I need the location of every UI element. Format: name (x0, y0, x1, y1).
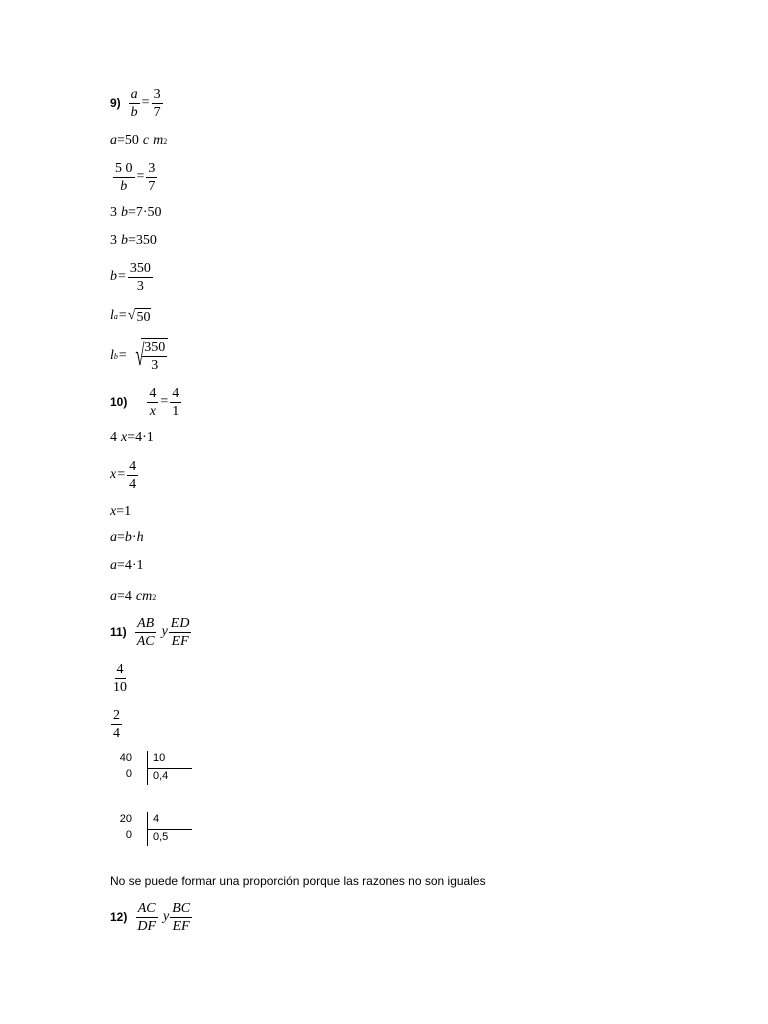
fraction-3-over-7-b: $\frac{3}{7}$ (148, 160, 156, 194)
problem-11-heading: 11) $\frac{AB}{AC}$ y $\frac{ED}{EF}$ (110, 615, 190, 649)
fraction-4-over-x: $\frac{4}{x}$ (149, 385, 157, 419)
fraction-ab-over-ac: $\frac{AB}{AC}$ (136, 615, 155, 649)
long-division-20-by-4: 20 0 4 0,5 (102, 812, 202, 848)
equation-50-over-b: $\frac{5 0}{b}$ = $\frac{3}{7}$ (115, 160, 156, 194)
problem-9-heading: 9) $\frac{a}{b}$ = $\frac{3}{7}$ (110, 86, 161, 120)
long-division-40-by-10: 40 0 10 0,4 (102, 751, 202, 787)
fraction-2-over-4: $\frac{2}{4}$ (113, 707, 120, 741)
equation-a-equals-bh: a = b · h (110, 530, 144, 545)
fraction-4-over-4: $\frac{4}{4}$ (129, 458, 137, 492)
equation-3b-equals-350: 3 b =350 (110, 233, 157, 248)
equation-a-equals-50cm2: a =50 c m 2 (110, 133, 168, 148)
equation-b-equals-350-over-3: b = $\frac{350}{3}$ (110, 260, 151, 294)
problem-10-heading: 10) $\frac{4}{x}$ = $\frac{4}{1}$ (110, 385, 180, 419)
equation-la-sqrt-50: l a = √ 50 (110, 308, 151, 325)
fraction-4-over-10-line (110, 661, 130, 695)
fraction-4-over-1: $\frac{4}{1}$ (172, 385, 180, 419)
problem-11-number: 11) (110, 625, 127, 639)
fraction-ac-over-df: $\frac{AC}{DF}$ (137, 900, 157, 934)
fraction-4-over-10: $\frac{4}{10}$ (113, 661, 127, 695)
problem-12-number: 12) (110, 910, 128, 924)
problem-9-number: 9) (110, 96, 121, 110)
fraction-350-over-3: $\frac{350}{3}$ (129, 260, 151, 294)
fraction-350-over-3-root: $\frac{350}{3}$ (144, 340, 166, 373)
equation-lb-sqrt-350-over-3: l b = √ $\frac{350}{3}$ (110, 347, 168, 365)
fraction-2-over-4-line (110, 707, 123, 741)
square-root-50: √ 50 (127, 308, 151, 325)
equation-a-equals-4x1: a =4·1 (110, 558, 144, 573)
square-root-350-over-3: √ $\frac{350}{3}$ (128, 338, 168, 374)
problem-10-number: 10) (110, 395, 128, 409)
equation-4x-equals-4x1: 4 x =4·1 (110, 430, 154, 445)
conclusion-text: No se puede formar una proporción porque las razones no son iguales (110, 874, 486, 888)
fraction-a-over-b: $\frac{a}{b}$ (130, 86, 138, 120)
equation-x-equals-4-over-4: x = $\frac{4}{4}$ (110, 458, 137, 492)
fraction-bc-over-ef: $\frac{BC}{EF}$ (172, 900, 191, 934)
equation-a-equals-4cm2: a =4 c m 2 (110, 589, 157, 604)
equation-x-equals-1: x =1 (110, 504, 132, 519)
fraction-ed-over-ef: $\frac{ED}{EF}$ (170, 615, 190, 649)
fraction-3-over-7: $\frac{3}{7}$ (153, 86, 161, 120)
fraction-50-over-b: $\frac{5 0}{b}$ (115, 160, 133, 194)
problem-12-heading: 12) $\frac{AC}{DF}$ y $\frac{BC}{EF}$ (110, 900, 191, 934)
equation-3b-equals-7x50: 3 b =7·50 (110, 205, 162, 220)
